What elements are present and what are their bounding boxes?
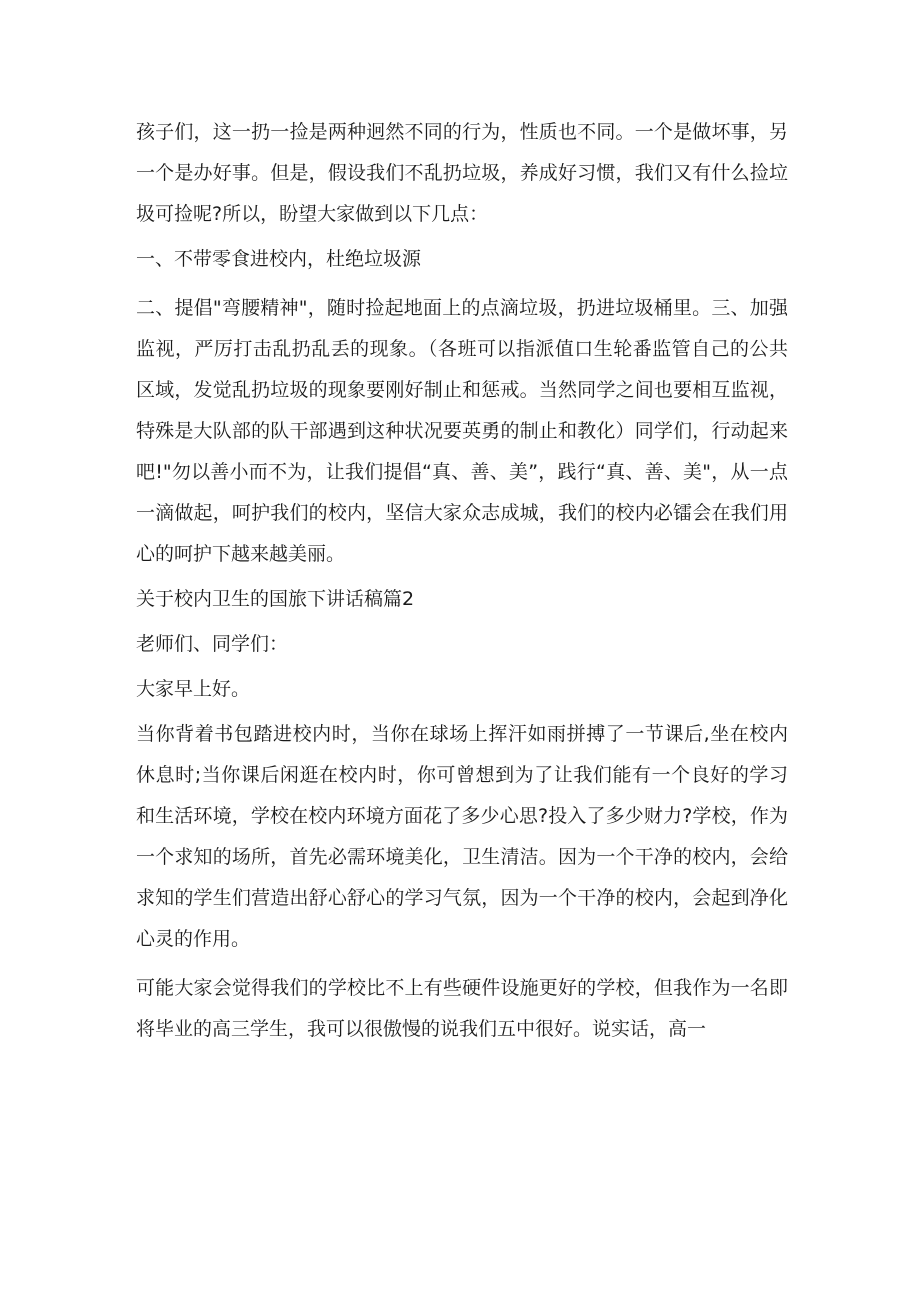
paragraph-campus: 当你背着书包踏进校内时，当你在球场上挥汗如雨拼搏了一节课后,坐在校内休息时;当你课后闲逛在校内时，你可曾想到为了让我们能有一个良好的学习和生活环境，学校在校内环境方面花了多少心思?投入了多少财力?学校，作为一个求知的场所，首先必需环境美化，卫生清洁。因为一个干净的校内，会给求知的学生们营造出舒心舒心的学习气氛，因为一个干净的校内，会起到净化心灵的作用。 [136,723,788,950]
paragraph-greeting: 大家早上好。 [136,678,251,700]
paragraph-school-pride: 可能大家会觉得我们的学校比不上有些硬件设施更好的学校，但我作为一名即将毕业的高三学生，我可以很傲慢的说我们五中很好。说实话，高一 [136,977,788,1040]
paragraph-salutation: 老师们、同学们： [136,633,289,655]
paragraph-point-two-three: 二、提倡"弯腰精神"，随时捡起地面上的点滴垃圾，扔进垃圾桶里。三、加强监视，严厉打击乱扔乱丢的现象。（各班可以指派值口生轮番监管自己的公共区域，发觉乱扔垃圾的现象要刚好制止和惩戒。当然同学之间也要相互监视，特殊是大队部的队干部遇到这种状况要英勇的制止和教化）同学们，行动起来吧!"勿以善小而不为，让我们提倡“真、善、美”，践行“真、善、美"，从一点一滴做起，呵护我们的校内，坚信大家众志成城，我们的校内必镭会在我们用心的呵护下越来越美丽。 [136,297,788,565]
section-heading: 关于校内卫生的国旅下讲话稿篇2 [136,588,415,610]
paragraph-intro: 孩子们，这一扔一捡是两种迥然不同的行为，性质也不同。一个是做坏事，另一个是办好事。但是，假设我们不乱扔垃圾，养成好习惯，我们又有什么捡垃圾可捡呢?所以，盼望大家做到以下几点： [136,121,788,225]
document-body [136,112,788,1050]
paragraph-point-one: 一、不带零食进校内，杜绝垃圾源 [136,248,422,270]
